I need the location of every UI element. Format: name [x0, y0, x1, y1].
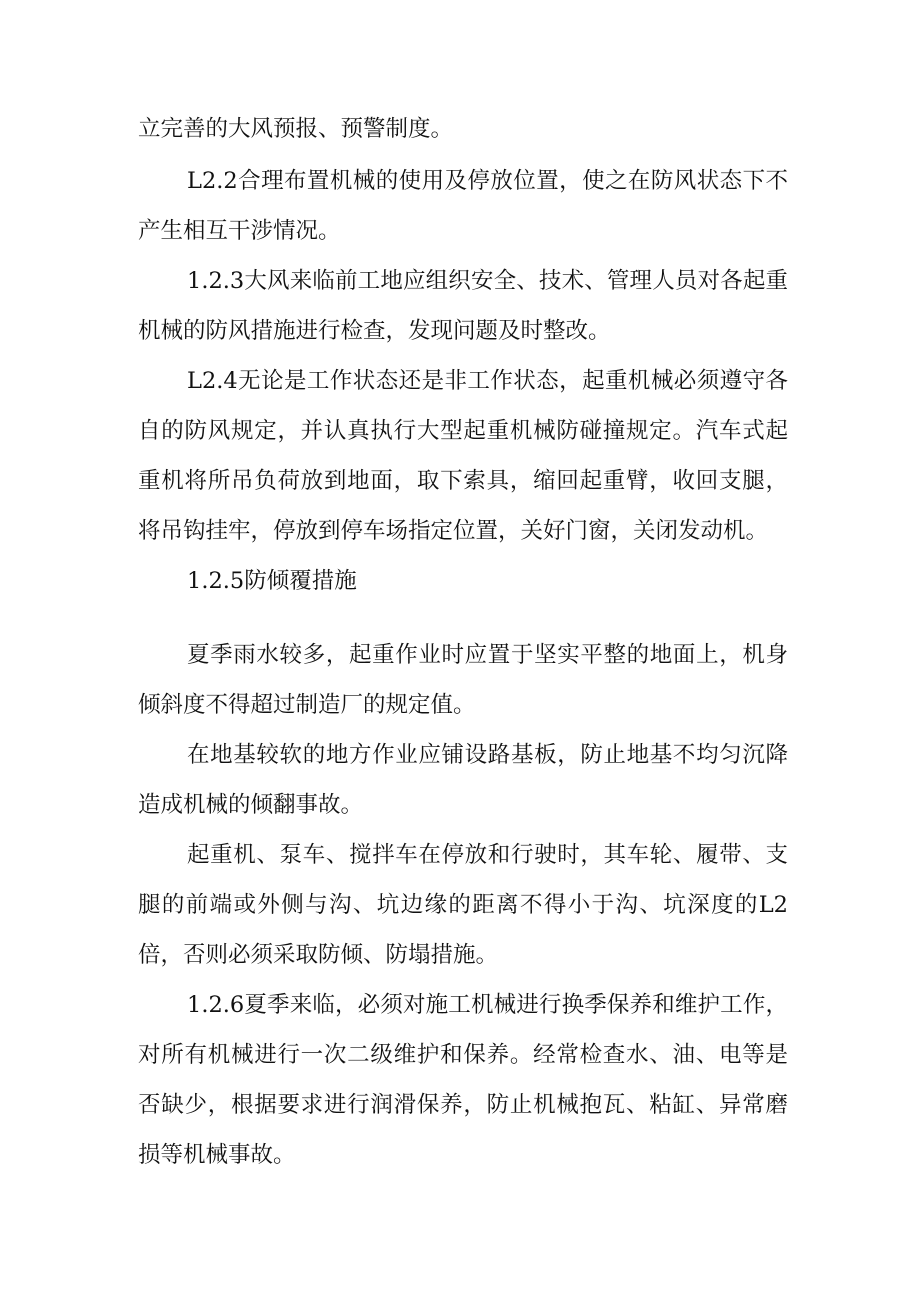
text-line: 立完善的大风预报、预警制度。	[138, 116, 454, 142]
text-line: 腿的前端或外侧与沟、坑边缘的距离不得小于沟、坑深度的L2	[138, 892, 788, 918]
section-heading: 1.2.5防倾覆措施	[187, 568, 357, 594]
text-line: 倍，否则必须采取防倾、防塌措施。	[138, 942, 499, 968]
text-line: 倾斜度不得超过制造厂的规定值。	[138, 692, 476, 718]
text-line: 否缺少，根据要求进行润滑保养，防止机械抱瓦、粘缸、异常磨	[138, 1092, 788, 1118]
text-line: 夏季雨水较多，起重作业时应置于坚实平整的地面上，机身	[187, 642, 788, 668]
text-line: 重机将所吊负荷放到地面，取下索具，缩回起重臂，收回支腿，	[138, 468, 788, 494]
text-line: 机械的防风措施进行检查，发现问题及时整改。	[138, 318, 611, 344]
text-line: 1.2.6夏季来临，必须对施工机械进行换季保养和维护工作，	[187, 992, 788, 1018]
text-line: 损等机械事故。	[138, 1142, 296, 1168]
text-line: 在地基较软的地方作业应铺设路基板，防止地基不均匀沉降	[187, 742, 788, 768]
text-line: 对所有机械进行一次二级维护和保养。经常检查水、油、电等是	[138, 1042, 788, 1068]
text-line: 起重机、泵车、搅拌车在停放和行驶时，其车轮、履带、支	[187, 842, 788, 868]
text-line: 将吊钩挂牢，停放到停车场指定位置，关好门窗，关闭发动机。	[138, 518, 769, 544]
text-line: 1.2.3大风来临前工地应组织安全、技术、管理人员对各起重	[187, 268, 788, 294]
text-line: 产生相互干涉情况。	[138, 218, 341, 244]
text-line: L2.2合理布置机械的使用及停放位置，使之在防风状态下不	[187, 168, 788, 194]
text-line: 自的防风规定，并认真执行大型起重机械防碰撞规定。汽车式起	[138, 418, 788, 444]
text-line: 造成机械的倾翻事故。	[138, 792, 364, 818]
text-line: L2.4无论是工作状态还是非工作状态，起重机械必须遵守各	[187, 368, 788, 394]
